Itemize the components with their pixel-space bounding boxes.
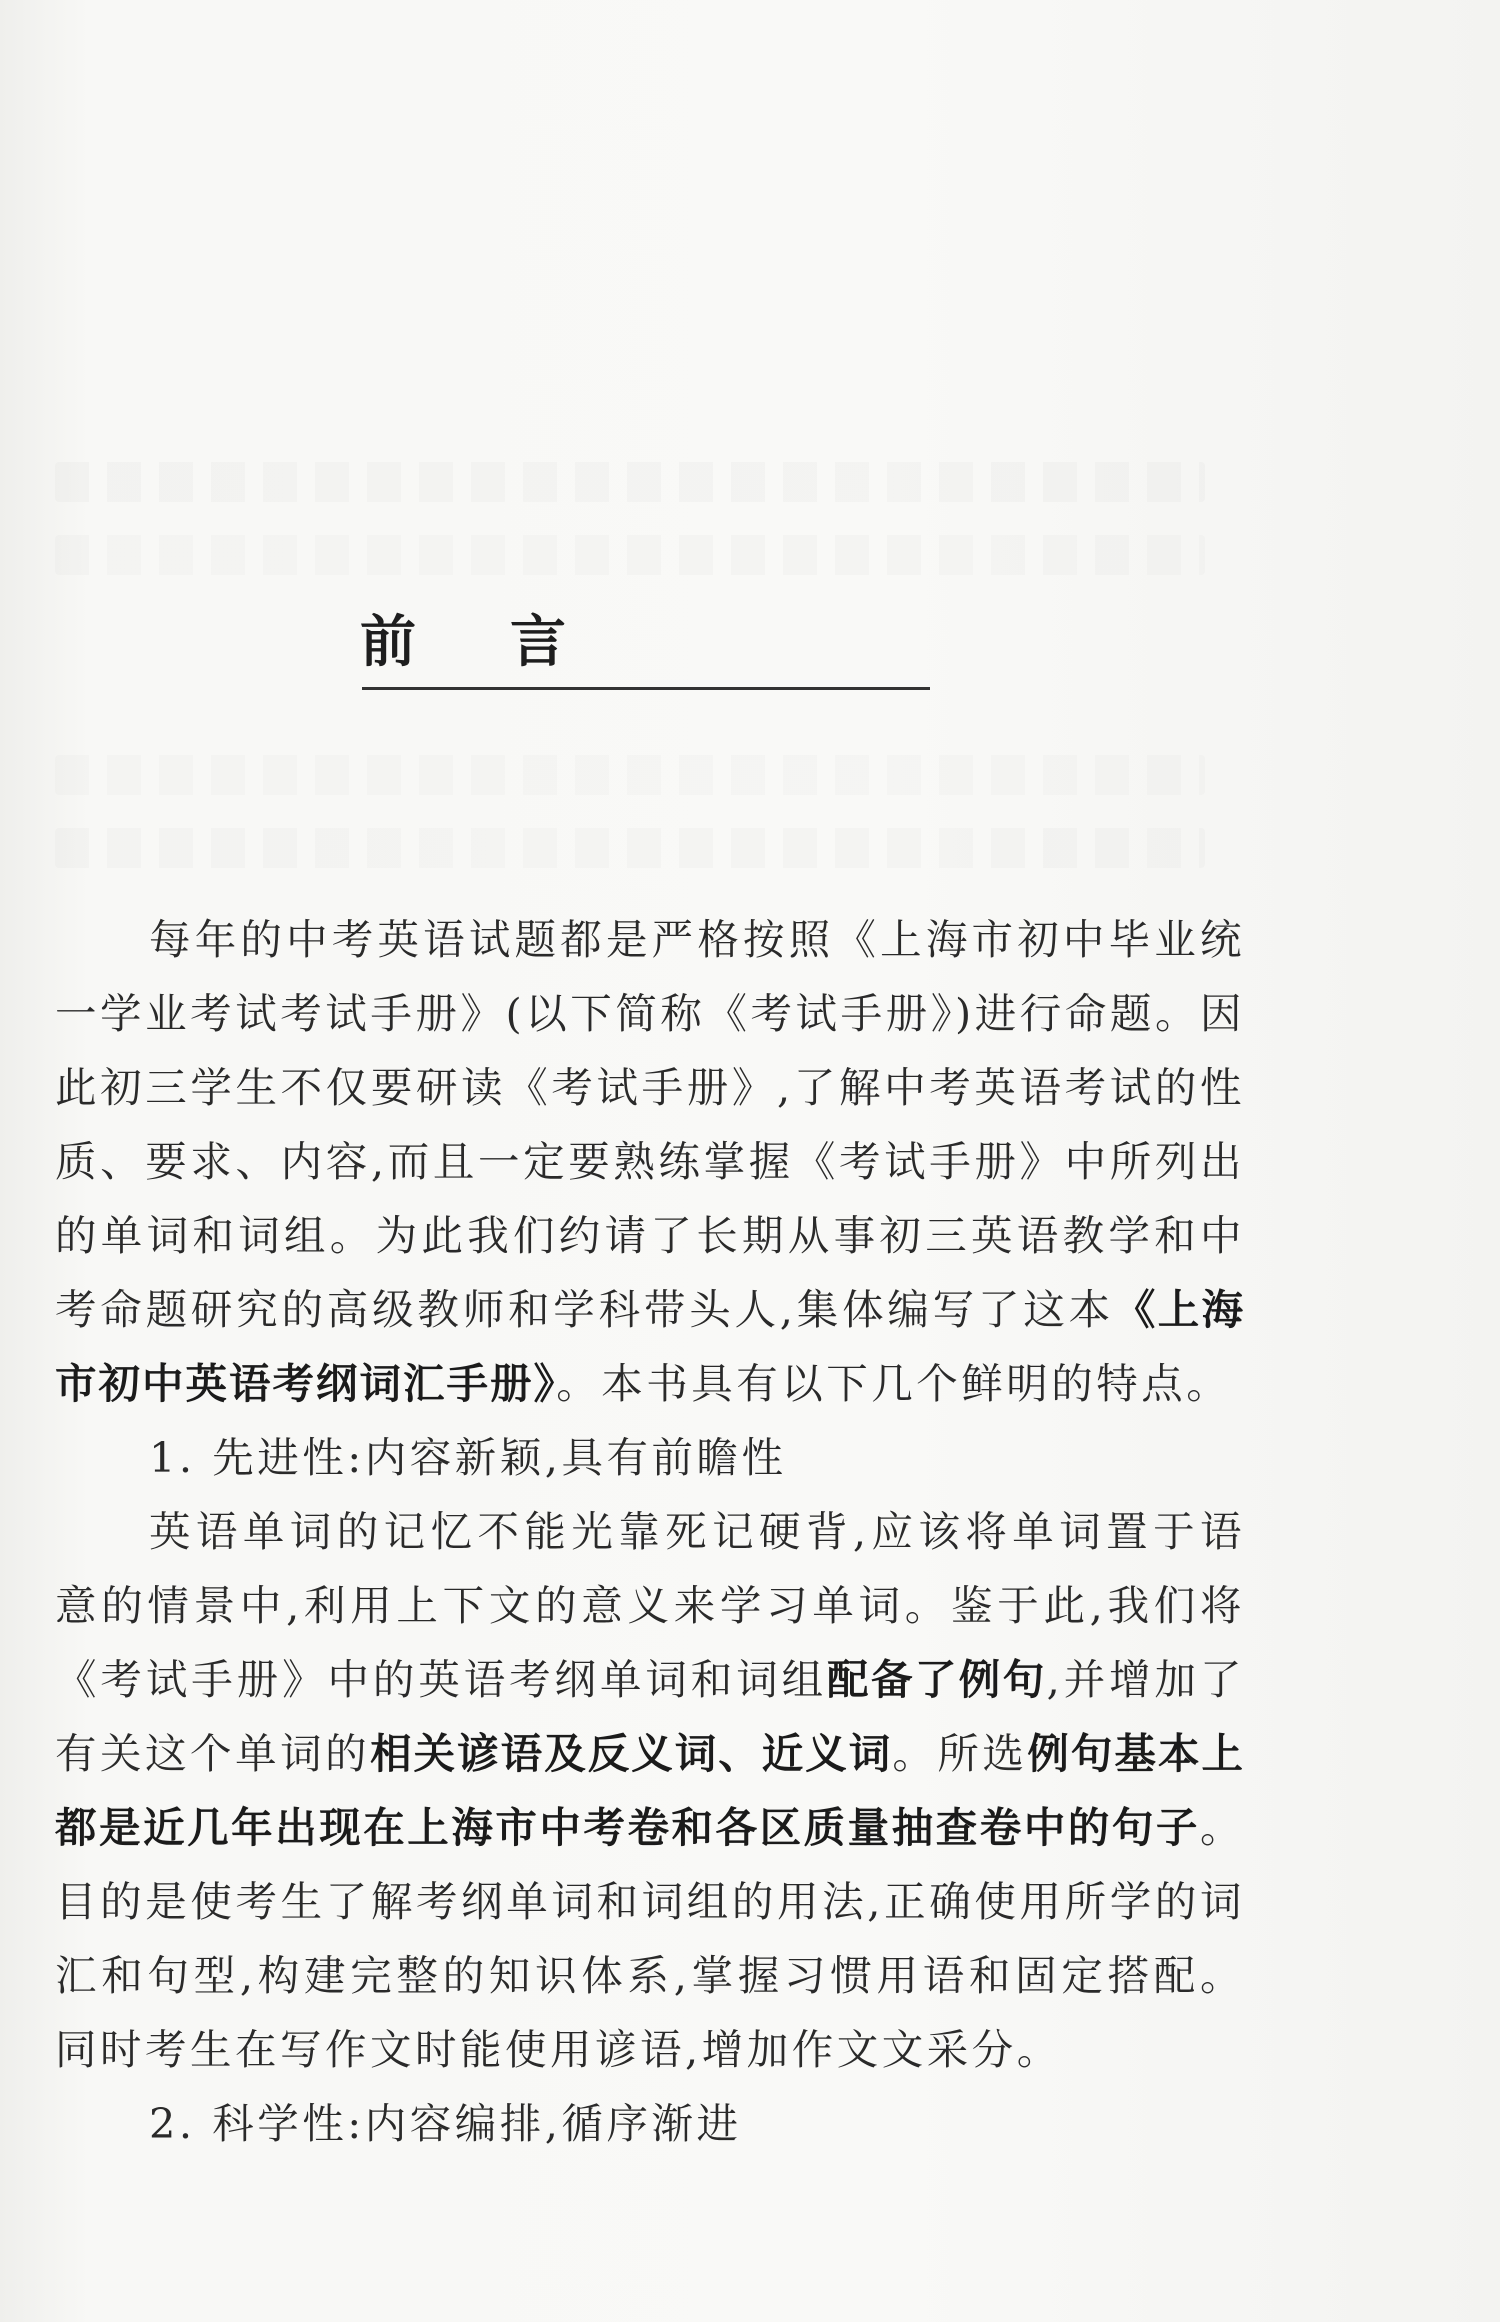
emphasis-proverbs-synonyms: 相关谚语及反义词、近义词 [370, 1729, 893, 1778]
paragraph-feature-1-text-c: 。所选 [892, 1729, 1028, 1778]
paragraph-feature-1-text-d: 。目的是使考生了解考纲单词和词组的用法,正确使用所学的词汇和句型,构建完整的知识体系,掌握习惯用语和固定搭配。同时考生在写作文时能使用谚语,增加作文文采分。 [55, 1803, 1245, 2074]
show-through-ghost [55, 828, 1205, 868]
page-title-char-2: 言 [510, 610, 568, 675]
emphasis-examples: 配备了例句 [827, 1655, 1047, 1704]
feature-heading-1: 1. 先进性:内容新颖,具有前瞻性 [149, 1433, 787, 1482]
paragraph-intro-end: 。本书具有以下几个鲜明的特点。 [556, 1359, 1232, 1408]
page-title [360, 598, 920, 678]
emphasis-exam-sentences: 例句基本上都是近几年出现在上海市中考卷和各区质量抽查卷中的句子 [55, 1729, 1245, 1852]
paragraph-intro-text: 每年的中考英语试题都是严格按照《上海市初中毕业统一学业考试考试手册》(以下简称《考试手册》)进行命题。因此初三学生不仅要研读《考试手册》,了解中考英语考试的性质、要求、内容,而且一定要熟练掌握《考试手册》中所列出的单词和词组。为此我们约请了长期从事初三英语教学和中考命题研究的高级教师和学科带头人,集体编写了这本 [55, 915, 1245, 1334]
show-through-ghost [55, 755, 1205, 795]
preface-body [55, 903, 1245, 2161]
page-title-char-1: 前 [360, 610, 418, 675]
paragraph-intro [55, 903, 1245, 1421]
paragraph-feature-1 [55, 1495, 1245, 2087]
title-underline [362, 687, 930, 690]
paragraph-feature-1-text-a: 英语单词的记忆不能光靠死记硬背,应该将单词置于语意的情景中,利用上下文的意义来学习单词。鉴于此,我们将《考试手册》中的英语考纲单词和词组 [55, 1507, 1245, 1704]
show-through-ghost [55, 462, 1205, 502]
show-through-ghost [55, 535, 1205, 575]
feature-heading-2: 2. 科学性:内容编排,循序渐进 [149, 2099, 742, 2148]
paragraph-feature-1-text-b: ,并增加了有关这个单词的 [55, 1655, 1245, 1778]
book-title-bold: 《上海市初中英语考纲词汇手册》 [55, 1285, 1245, 1408]
